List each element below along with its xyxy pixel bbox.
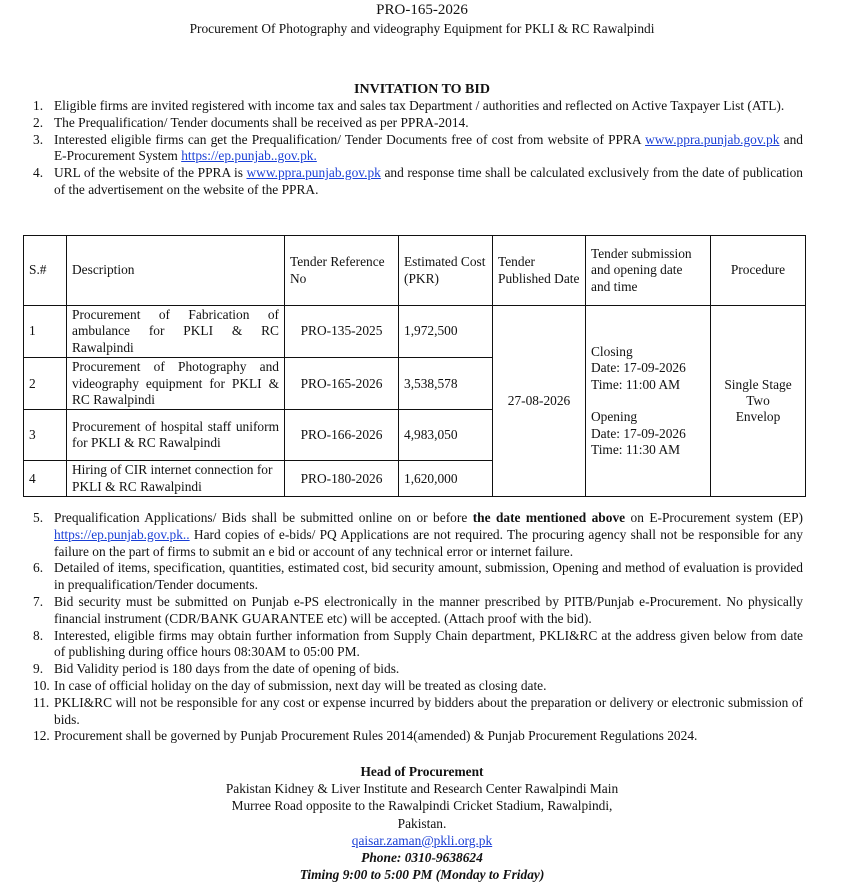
contact-heading: Head of Procurement	[360, 764, 484, 779]
list-item: 4. URL of the website of the PPRA is www.ppra.punjab.gov.pk and response time shall be calculated exclusively from the date of publication of the advertisement on the website of the PPRA.	[33, 165, 803, 197]
table-header-row	[24, 236, 806, 306]
list-item: 7. Bid security must be submitted on Punjab e-PS electronically in the manner prescribed by PITB/Punjab e-Procurement. No physically financial instrument (CDR/BANK GUARANTEE etc) will be accepted. (Attach proof with the bid).	[33, 593, 803, 626]
contact-phone: Phone: 0310-9638624	[361, 850, 483, 866]
list-item: 9. Bid Validity period is 180 days from the date of opening of bids.	[33, 661, 400, 677]
published-date: 27-08-2026	[493, 306, 586, 497]
list-item: 3. Interested eligible firms can get the Prequalification/ Tender Documents free of cost from website of PPRA www.ppra.punjab.gov.pk and E-Procurement System https://ep.punjab..gov.pk.	[33, 131, 803, 164]
contact-address-line: Pakistan.	[397, 815, 447, 831]
submission-opening-cell: Closing Date: 17-09-2026 Time: 11:00 AM Opening Date: 17-09-2026 Time: 11:30 AM	[586, 306, 711, 497]
tender-table	[23, 235, 806, 497]
contact-timing: Timing 9:00 to 5:00 PM (Monday to Friday)	[299, 867, 545, 883]
e-procurement-link[interactable]: https://ep.punjab..gov.pk.	[181, 148, 317, 164]
contact-address-line: Murree Road opposite to the Rawalpindi Cricket Stadium, Rawalpindi,	[231, 798, 613, 814]
terms-list-bottom	[33, 510, 803, 745]
col-header-procedure: Procedure	[711, 236, 806, 306]
list-item: 1. Eligible firms are invited registered with income tax and sales tax Department / authorities and reflected on Active Taxpayer List (ATL).	[33, 98, 785, 113]
col-header-cost: Estimated Cost (PKR)	[399, 236, 493, 306]
col-header-published: Tender Published Date	[493, 236, 586, 306]
col-header-reference: Tender Reference No	[285, 236, 399, 306]
e-procurement-link[interactable]: https://ep.punjab.gov.pk..	[54, 526, 190, 542]
reference-number: PRO-165-2026	[376, 2, 468, 18]
col-header-sn: S.#	[24, 236, 67, 306]
list-item: 10. In case of official holiday on the day of submission, next day will be treated as closing date.	[33, 677, 547, 693]
list-item: 11. PKLI&RC will not be responsible for any cost or expense incurred by bidders about the preparation or delivery or electronic submission of bids.	[33, 694, 803, 727]
table-row: 2 Procurement of Photography and videography equipment for PKLI & RC Rawalpindi PRO-165-2026 3,538,578	[24, 358, 806, 410]
ppra-website-link[interactable]: www.ppra.punjab.gov.pk	[246, 165, 381, 181]
terms-list-top	[33, 98, 803, 199]
contact-address-line: Pakistan Kidney & Liver Institute and Research Center Rawalpindi Main	[225, 781, 619, 797]
ppra-website-link[interactable]: www.ppra.punjab.gov.pk	[645, 131, 780, 147]
procedure-cell: Single Stage Two Envelop	[711, 306, 806, 497]
page-title: INVITATION TO BID	[354, 82, 490, 97]
table-row: 4 Hiring of CIR internet connection for PKLI & RC Rawalpindi PRO-180-2026 1,620,000	[24, 461, 806, 497]
contact-email-link[interactable]: qaisar.zaman@pkli.org.pk	[351, 832, 493, 848]
col-header-description: Description	[67, 236, 285, 306]
col-header-submission: Tender submission and opening date and time	[586, 236, 711, 306]
list-item: 5. Prequalification Applications/ Bids shall be submitted online on or before the date mentioned above on E-Procurement system (EP) https://ep.punjab.gov.pk.. Hard copies of e-bids/ PQ Applications are not required. The procuring agency shall not be responsible for any failure on the part of firms to submit an e bid or account of any technical error or internet failure.	[33, 510, 803, 559]
table-row: 3 Procurement of hospital staff uniform for PKLI & RC Rawalpindi PRO-166-2026 4,983,050	[24, 410, 806, 461]
contact-block	[0, 763, 844, 883]
subject-line: Procurement Of Photography and videography Equipment for PKLI & RC Rawalpindi	[189, 21, 655, 36]
list-item: 8. Interested, eligible firms may obtain further information from Supply Chain department, PKLI&RC at the address given below from date of publishing during office hours 08:30AM to 05:00 PM.	[33, 627, 803, 660]
table-row: 1 Procurement of Fabrication of ambulance for PKLI & RC Rawalpindi PRO-135-2025 1,972,500 27-08-2026 Closing Date: 17-09-2026 Time: 11:00 AM Opening Date: 17-09-2026 Time: 11:30 AM Single Stage Two Envelop	[24, 306, 806, 358]
list-item: 2. The Prequalification/ Tender documents shall be received as per PPRA-2014.	[33, 114, 469, 130]
list-item: 12. Procurement shall be governed by Punjab Procurement Rules 2014(amended) & Punjab Procurement Regulations 2024.	[33, 728, 698, 744]
list-item: 6. Detailed of items, specification, quantities, estimated cost, bid security amount, submission, Opening and method of evaluation is provided in prequalification/Tender documents.	[33, 560, 803, 593]
